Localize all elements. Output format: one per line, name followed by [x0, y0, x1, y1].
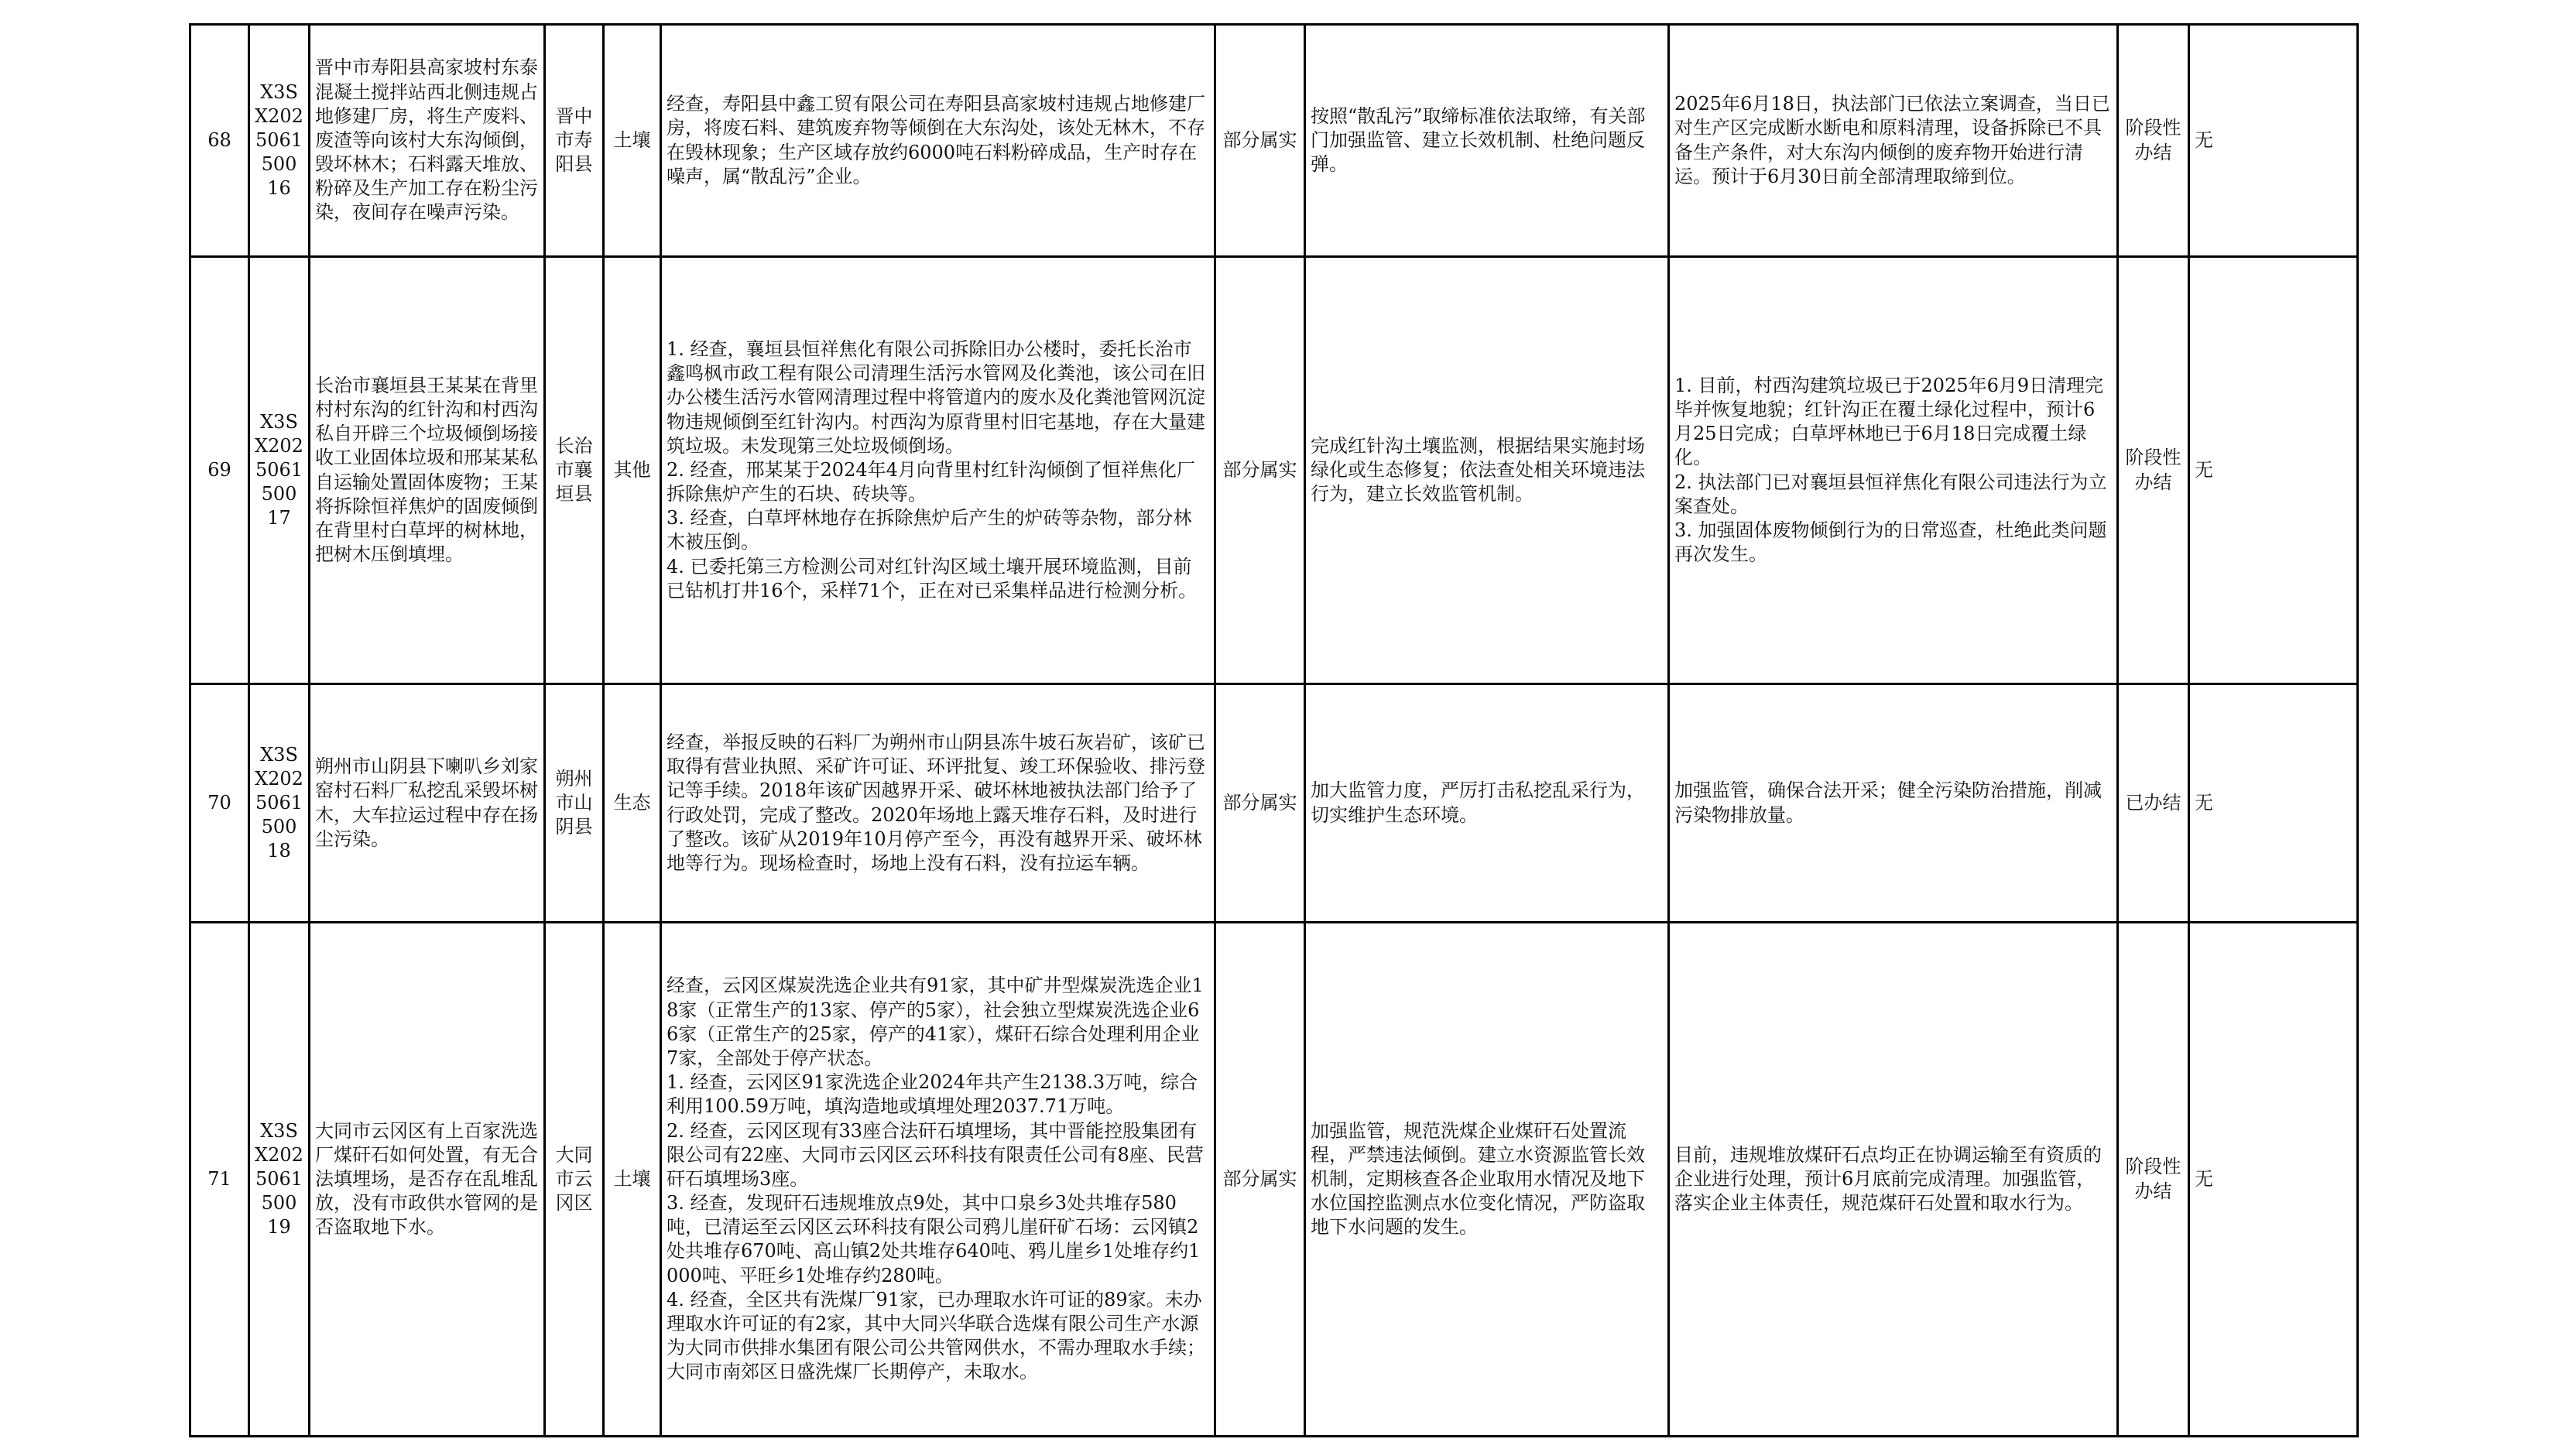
progress-cell	[1669, 25, 2118, 257]
issue-cell: 晋中市寿阳县高家坡村东泰混凝土搅拌站西北侧违规占地修建厂房，将生产废料、废渣等向该村大东沟倾倒，毁坏林木；石料露天堆放、粉碎及生产加工存在粉尘污染，夜间存在噪声污染。	[310, 25, 545, 257]
row-number: 68	[190, 25, 249, 257]
case-id: X3SX2025061500 17	[249, 257, 310, 684]
region-cell: 大同市云冈区	[545, 923, 604, 1437]
region-cell: 晋中市寿阳县	[545, 25, 604, 257]
findings-paragraph: 1. 经查，云冈区91家洗选企业2024年共产生2138.3万吨，综合利用100.59万吨，填沟造地或填埋处理2037.71万吨。	[667, 1071, 1198, 1118]
region-cell: 朔州市山阴县	[545, 684, 604, 923]
progress-paragraph: 3. 加强固体废物倾倒行为的日常巡查，杜绝此类问题再次发生。	[1674, 519, 2107, 566]
case-table	[189, 23, 2359, 1437]
status-cell: 阶段性办结	[2118, 923, 2189, 1437]
verdict-cell: 部分属实	[1215, 923, 1305, 1437]
findings-paragraph: 4. 已委托第三方检测公司对红针沟区域土壤开展环境监测，目前已钻机打井16个，采样71个，正在对已采集样品进行检测分析。	[667, 555, 1198, 601]
verdict-cell: 部分属实	[1215, 25, 1305, 257]
findings-cell	[661, 684, 1215, 923]
rectification-cell: 按照“散乱污”取缔标准依法取缔，有关部门加强监管、建立长效机制、杜绝问题反弹。	[1305, 25, 1669, 257]
table-row	[190, 684, 2358, 923]
row-number: 69	[190, 257, 249, 684]
findings-paragraph: 经查，寿阳县中鑫工贸有限公司在寿阳县高家坡村违规占地修建厂房，将废石料、建筑废弃物等倾倒在大东沟处，该处无林木，不存在毁林现象；生产区域存放约6000吨石料粉碎成品，生产时存在噪声，属“散乱污”企业。	[667, 93, 1205, 187]
findings-paragraph: 3. 经查，白草坪林地存在拆除焦炉后产生的炉砖等杂物，部分林木被压倒。	[667, 507, 1192, 553]
accountability-cell: 无	[2189, 257, 2358, 684]
row-number: 71	[190, 923, 249, 1437]
findings-paragraph: 3. 经查，发现矸石违规堆放点9处，其中口泉乡3处共堆存580吨，已清运至云冈区云环科技有限公司鸦儿崖矸矿石场：云冈镇2处共堆存670吨、高山镇2处共堆存640吨、鸦儿崖乡1处堆存约1000吨、平旺乡1处堆存约280吨。	[667, 1192, 1201, 1286]
issue-cell: 大同市云冈区有上百家洗选厂煤矸石如何处置，有无合法填埋场，是否存在乱堆乱放，没有市政供水管网的是否盗取地下水。	[310, 923, 545, 1437]
category-cell: 土壤	[604, 923, 661, 1437]
status-cell: 阶段性办结	[2118, 25, 2189, 257]
issue-cell: 朔州市山阴县下喇叭乡刘家窑村石料厂私挖乱采毁坏树木，大车拉运过程中存在扬尘污染。	[310, 684, 545, 923]
table-row	[190, 923, 2358, 1437]
findings-paragraph: 经查，举报反映的石料厂为朔州市山阴县冻牛坡石灰岩矿，该矿已取得有营业执照、采矿许可证、环评批复、竣工环保验收、排污登记等手续。2018年该矿因越界开采、破坏林地被执法部门给予了行政处罚，完成了整改。2020年场地上露天堆存石料，及时进行了整改。该矿从2019年10月停产至今，再没有越界开采、破坏林地等行为。现场检查时，场地上没有石料，没有拉运车辆。	[667, 731, 1205, 874]
progress-paragraph: 1. 目前，村西沟建筑垃圾已于2025年6月9日清理完毕并恢复地貌；红针沟正在覆土绿化过程中，预计6月25日完成；白草坪林地已于6月18日完成覆土绿化。	[1674, 374, 2104, 469]
progress-cell	[1669, 923, 2118, 1437]
status-cell: 阶段性办结	[2118, 257, 2189, 684]
progress-paragraph: 加强监管，确保合法开采；健全污染防治措施，削减污染物排放量。	[1674, 779, 2102, 826]
progress-paragraph: 2025年6月18日，执法部门已依法立案调查，当日已对生产区完成断水断电和原料清理，设备拆除已不具备生产条件，对大东沟内倾倒的废弃物开始进行清运。预计于6月30日前全部清理取缔到位。	[1674, 93, 2110, 187]
category-cell: 土壤	[604, 25, 661, 257]
rectification-cell: 加大监管力度，严厉打击私挖乱采行为，切实维护生态环境。	[1305, 684, 1669, 923]
progress-cell	[1669, 684, 2118, 923]
category-cell: 其他	[604, 257, 661, 684]
findings-paragraph: 1. 经查，襄垣县恒祥焦化有限公司拆除旧办公楼时，委托长治市鑫鸣枫市政工程有限公司清理生活污水管网及化粪池，该公司在旧办公楼生活污水管网清理过程中将管道内的废水及化粪池管网沉淀物违规倾倒至红针沟内。村西沟为原背里村旧宅基地，存在大量建筑垃圾。未发现第三处垃圾倾倒场。	[667, 337, 1205, 457]
verdict-cell: 部分属实	[1215, 257, 1305, 684]
issue-cell: 长治市襄垣县王某某在背里村村东沟的红针沟和村西沟私自开辟三个垃圾倾倒场接收工业固体垃圾和邢某某私自运输处置固体废物；王某将拆除恒祥焦炉的固废倾倒在背里村白草坪的树林地，把树木压倒填埋。	[310, 257, 545, 684]
findings-cell	[661, 257, 1215, 684]
case-id: X3SX2025061500 19	[249, 923, 310, 1437]
accountability-cell: 无	[2189, 684, 2358, 923]
region-cell: 长治市襄垣县	[545, 257, 604, 684]
category-cell: 生态	[604, 684, 661, 923]
findings-paragraph: 2. 经查，邢某某于2024年4月向背里村红针沟倾倒了恒祥焦化厂拆除焦炉产生的石块、砖块等。	[667, 458, 1195, 505]
findings-paragraph: 2. 经查，云冈区现有33座合法矸石填埋场，其中晋能控股集团有限公司有22座、大同市云冈区云环科技有限责任公司有8座、民营矸石填埋场3座。	[667, 1119, 1204, 1190]
row-number: 70	[190, 684, 249, 923]
rectification-cell: 加强监管，规范洗煤企业煤矸石处置流程，严禁违法倾倒。建立水资源监管长效机制，定期核查各企业取用水情况及地下水位国控监测点水位变化情况，严防盗取地下水问题的发生。	[1305, 923, 1669, 1437]
table-row	[190, 257, 2358, 684]
case-id: X3SX2025061500 18	[249, 684, 310, 923]
findings-paragraph: 4. 经查，全区共有洗煤厂91家，已办理取水许可证的89家。未办理取水许可证的有2家，其中大同兴华联合选煤有限公司生产水源为大同市供排水集团有限公司公共管网供水，不需办理取水手续；大同市南郊区日盛洗煤厂长期停产，未取水。	[667, 1288, 1205, 1383]
verdict-cell: 部分属实	[1215, 684, 1305, 923]
case-id: X3SX2025061500 16	[249, 25, 310, 257]
progress-cell	[1669, 257, 2118, 684]
progress-paragraph: 2. 执法部门已对襄垣县恒祥焦化有限公司违法行为立案查处。	[1674, 471, 2107, 517]
accountability-cell: 无	[2189, 25, 2358, 257]
progress-paragraph: 目前，违规堆放煤矸石点均正在协调运输至有资质的企业进行处理，预计6月底前完成清理。加强监管，落实企业主体责任，规范煤矸石处置和取水行为。	[1674, 1143, 2102, 1214]
findings-cell	[661, 25, 1215, 257]
table-row	[190, 25, 2358, 257]
findings-paragraph: 经查，云冈区煤炭洗选企业共有91家，其中矿井型煤炭洗选企业18家（正常生产的13家、停产的5家），社会独立型煤炭洗选企业66家（正常生产的25家，停产的41家），煤矸石综合处理利用企业7家，全部处于停产状态。	[667, 975, 1204, 1069]
status-cell: 已办结	[2118, 684, 2189, 923]
rectification-cell: 完成红针沟土壤监测，根据结果实施封场绿化或生态修复；依法查处相关环境违法行为，建立长效监管机制。	[1305, 257, 1669, 684]
findings-cell	[661, 923, 1215, 1437]
accountability-cell: 无	[2189, 923, 2358, 1437]
